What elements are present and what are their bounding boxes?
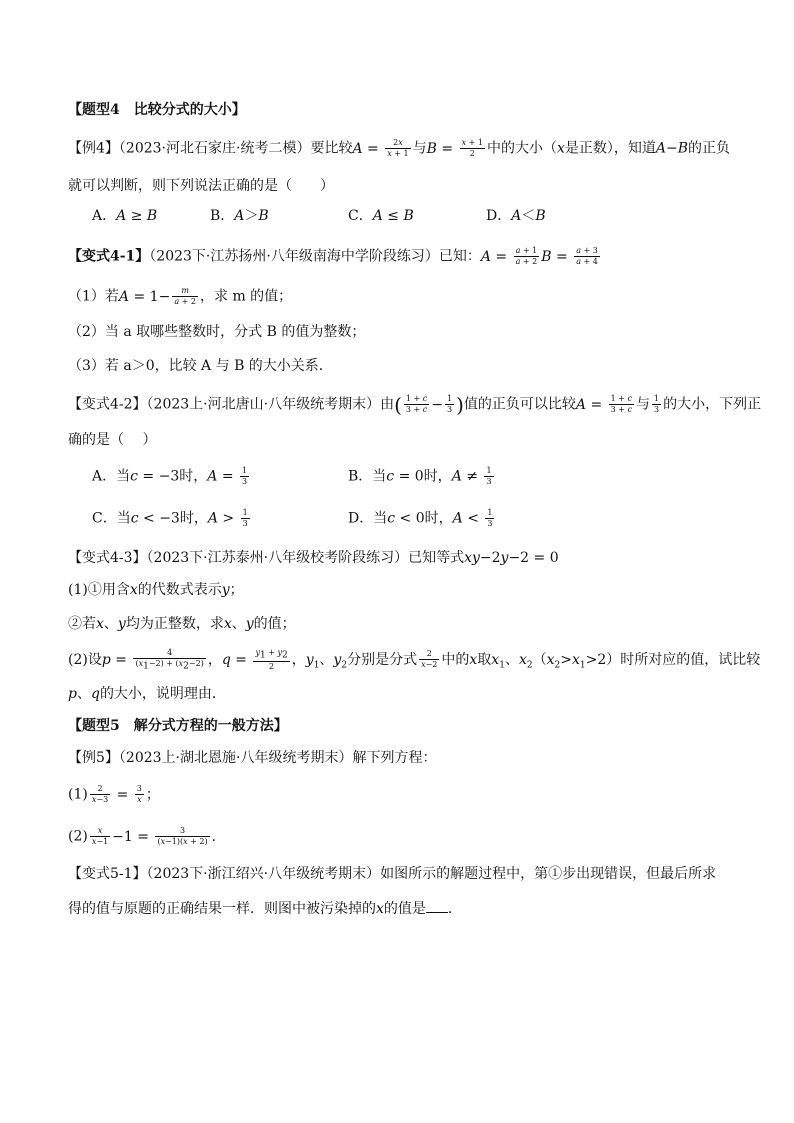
variant-4-1-q3: （3）若 a＞0，比较 A 与 B 的大小关系． xyxy=(68,358,333,374)
example-4-tag: 【例4】 xyxy=(68,140,119,157)
variant-4-2-option-b[interactable]: B．当c = 0时，A ≠ $\frac{1}{3}$ xyxy=(348,466,492,486)
section-5-title: 【题型5 解分式方程的一般方法】 xyxy=(68,718,288,734)
variant-4-1-source: （2023下·江苏扬州·八年级南海中学阶段练习） xyxy=(149,248,439,265)
example-4-text: 中的大小（ xyxy=(486,140,557,157)
variant-5-1-line-1: 【变式5-1】（2023下·浙江绍兴·八年级统考期末）如图所示的解题过程中，第①步出现错误，但最后所求 xyxy=(68,866,717,882)
variant-4-3-q2: ②若x、y均为正整数，求x、y的值； xyxy=(68,616,296,632)
answer-blank[interactable] xyxy=(426,898,448,913)
example-4-option-a[interactable]: A．A ≥ B xyxy=(92,208,158,224)
variant-4-2-line-2: 确的是（ ） xyxy=(68,432,157,448)
example-4-text: 与 xyxy=(412,140,427,157)
expr-a: A = $\frac{2x}{x + 1}$ xyxy=(352,138,409,158)
example-4-option-b[interactable]: B．A＞B xyxy=(210,208,269,224)
example-4-text: 是正数），知道 xyxy=(564,140,656,157)
variant-4-3-q3: (2)设p = $\frac{4}{(x_1-2) + (x_2-2)}$ ，q = $\frac{y_1 + y_2}{2}$ ，$y_1$、$y_2$分别是分式 $\frac{2}{x-2}$ 中的x取$x_1$、$x_2(x_2>x_1>2)$时所对应的值，试比较 xyxy=(68,648,761,672)
example-4-option-c[interactable]: C．A ≤ B xyxy=(348,208,414,224)
example-5-q1: (1) $\frac{2}{x-3}$ = $\frac{3}{x}$ ； xyxy=(68,784,160,804)
variant-4-2-option-c[interactable]: C．当c < −3时，A > $\frac{1}{3}$ xyxy=(92,508,248,528)
variant-4-1-text: 已知： xyxy=(438,248,481,265)
example-5-tag: 【例5】 xyxy=(68,750,119,766)
variant-4-3-line-1: 【变式4-3】（2023下·江苏泰州·八年级校考阶段练习）已知等式xy−2y−2 = 0 xyxy=(68,550,559,566)
example-4-source: （2023·河北石家庄·统考二模） xyxy=(118,140,311,157)
expr-equation: xy−2y−2 = 0 xyxy=(464,550,559,566)
example-4-line-2: 就可以判断，则下列说法正确的是（ ） xyxy=(68,178,334,194)
section-4-title: 【题型4 比较分式的大小】 xyxy=(68,102,246,118)
expr-b: B = $\frac{x + 1}{2}$ xyxy=(426,138,483,158)
variant-5-1-tag: 【变式5-1】 xyxy=(68,866,147,882)
variant-5-1-source: （2023下·浙江绍兴·八年级统考期末） xyxy=(146,866,381,882)
example-4-line-1: 【例4】（2023·河北石家庄·统考二模）要比较A = $\frac{2x}{x + 1}$ 与B = $\frac{x + 1}{2}$ 中的大小（x是正数），知道A−B的正负 xyxy=(68,138,731,158)
variant-4-3-q3-line-2: p、q的大小，说明理由． xyxy=(68,686,226,702)
example-5-line-1: 【例5】（2023上·湖北恩施·八年级统考期末）解下列方程： xyxy=(68,750,437,766)
example-5-source: （2023上·湖北恩施·八年级统考期末） xyxy=(118,750,353,766)
variant-4-3-source: （2023下·江苏泰州·八年级校考阶段练习） xyxy=(146,550,409,566)
expr-diff: ( $\frac{1 + c}{3 + c}$ − $\frac{1}{3}$ ) xyxy=(394,392,464,417)
variant-4-2-source: （2023上·河北唐山·八年级统考期末） xyxy=(146,396,381,413)
expr-a-b-def: A = $\frac{a + 1}{a + 2}$ B = $\frac{a + 3}{a + 4}$ xyxy=(480,246,598,266)
variant-4-3-q1: (1)①用含x的代数式表示y； xyxy=(68,582,244,598)
variant-4-2-tag: 【变式4-2】 xyxy=(68,396,147,413)
example-4-text: 的正负 xyxy=(688,140,731,157)
variant-4-1-line-1 xyxy=(68,246,734,267)
example-4-option-d[interactable]: D．A＜B xyxy=(486,208,546,224)
variant-4-1-q2: （2）当 a 取哪些整数时，分式 B 的值为整数； xyxy=(68,324,366,340)
variant-4-2-option-a[interactable]: A．当c = −3时，A = $\frac{1}{3}$ xyxy=(92,466,248,486)
variant-4-3-tag: 【变式4-3】 xyxy=(68,550,147,566)
variant-4-2-option-d[interactable]: D．当c < 0时，A < $\frac{1}{3}$ xyxy=(348,508,493,528)
variant-4-1-q1: （1）若A = 1− $\frac{m}{a + 2}$ ，求 m 的值； xyxy=(68,286,293,306)
variant-5-1-line-2: 得的值与原题的正确结果一样．则图中被污染掉的x的值是 ． xyxy=(68,898,734,919)
example-5-q2: (2) $\frac{x}{x-1}$ −1 = $\frac{3}{(x-1)(x + 2)}$ ． xyxy=(68,826,226,846)
variant-4-1-tag: 【变式4-1】 xyxy=(68,248,150,265)
variant-4-2-line-1: 【变式4-2】（2023上·河北唐山·八年级统考期末）由( $\frac{1 + c}{3 + c}$ − $\frac{1}{3}$ )值的正负可以比较A = $\frac{1 + c}{3 + c}$ 与 $\frac{1}{3}$ 的大小，下列正 xyxy=(68,392,762,417)
example-4-text: 要比较 xyxy=(310,140,353,157)
